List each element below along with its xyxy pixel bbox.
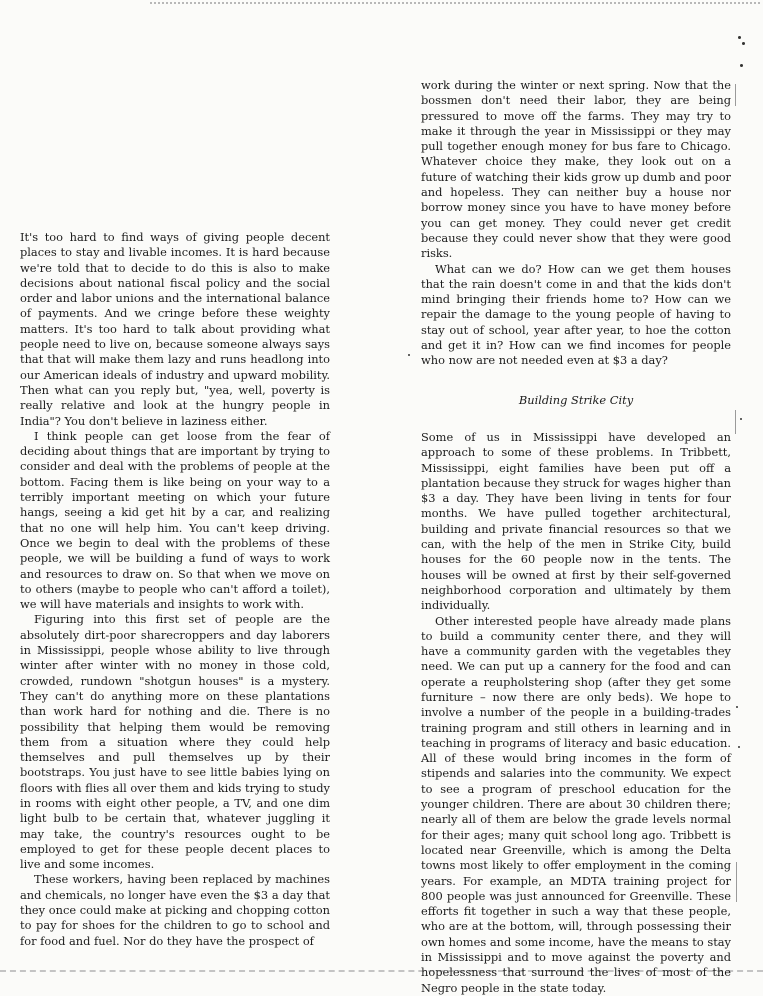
body-paragraph: work during the winter or next spring. Now that the bossmen don't need their labor, they are being pressured to move off the farms. They may try to make it through the year in Mississippi or they may pull together enough money for bus fare to Chicago. Whatever choice they make, they look out on a future of watching their kids grow up dumb and poor and hopeless. They can neither buy a house nor borrow money since you have to have money before you can get money. They could never get credit because they could never show that they were good risks. [421, 78, 731, 261]
scan-speck [738, 36, 741, 39]
scan-speck [408, 354, 410, 356]
right-column [421, 78, 731, 996]
section-heading: Building Strike City [518, 392, 634, 407]
body-paragraph: Some of us in Mississippi have developed an approach to some of these problems. In Tribbett, Mississippi, eight families have been put off a plantation because they struck for wages higher than $3 a day. They have been living in tents for four months. We have pulled together architectural, building and private financial resources so that we can, with the help of the men in Strike City, build houses for the 60 people now in the tents. The houses will be owned at first by their self-governed neighborhood corporation and ultimately by them individually. [421, 429, 731, 613]
scan-speck [742, 42, 745, 45]
body-paragraph: It's too hard to find ways of giving people decent places to stay and livable incomes. It is hard because we're told that to decide to do this is also to make decisions about national fiscal policy and the social order and labor unions and the international balance of payments. And we cringe before these weighty matters. It's too hard to talk about providing what people need to live on, because someone always says that that will make them lazy and runs headlong into our American ideals of industry and upward mobility. Then what can you reply but, "yea, well, poverty is really relative and look at the hungry people in India"? You don't believe in laziness either. [20, 230, 330, 428]
body-paragraph: What can we do? How can we get them houses that the rain doesn't come in and that the kids don't mind bringing their friends home to? How can we repair the damage to the young people of having to stay out of school, year after year, to hoe the cotton and get it in? How can we find incomes for people who now are not needed even at $3 a day? [421, 261, 731, 368]
body-paragraph: Figuring into this first set of people are the absolutely dirt-poor sharecroppers and day laborers in Mississippi, people whose ability to live through winter after winter with no money in those cold, crowded, rundown "shotgun houses" is a mystery. They can't do anything more on these plantations than work hard for nothing and die. There is no possibility that helping them would be removing them from a situation where they could help themselves and pull themselves up by their bootstraps. You just have to see little babies lying on floors with flies all over them and kids trying to study in rooms with eight other people, a TV, and one dim light bulb to be certain that, whatever juggling it may take, the country's resources ought to be employed to get for these people decent places to live and some incomes. [20, 612, 330, 872]
scan-speck [736, 706, 738, 708]
margin-mark [735, 84, 736, 106]
body-paragraph: These workers, having been replaced by machines and chemicals, no longer have even the $3 a day that they once could make at picking and chopping cotton to pay for shoes for the children to go to school and for food and fuel. Nor do they have the prospect of [20, 872, 330, 948]
scan-speck [738, 746, 740, 748]
body-paragraph: I think people can get loose from the fear of deciding about things that are important by trying to consider and deal with the problems of people at the bottom. Facing them is like being on your way to a terribly important meeting on which your future hangs, seeing a kid get hit by a car, and realizing that no one will help him. You can't keep driving. Once we begin to deal with the problems of these people, we will be building a fund of ways to work and resources to draw on. So that when we move on to others (maybe to people who can't afford a toilet), we will have materials and insights to work with. [20, 428, 330, 612]
top-scan-border [150, 2, 760, 6]
scan-speck [740, 418, 742, 420]
left-column [20, 230, 330, 949]
margin-mark [736, 862, 737, 902]
margin-mark [735, 410, 736, 434]
body-paragraph: Other interested people have already made plans to build a community center there, and they will have a community garden with the vegetables they need. We can put up a cannery for the food and can operate a reupholstering shop (after they get some furniture – now there are only beds). We hope to involve a number of the people in a building-trades training program and still others in learning and in teaching in programs of literacy and basic education. All of these would bring incomes in the form of stipends and salaries into the community. We expect to see a program of preschool education for the younger children. There are about 30 children there; nearly all of them are below the grade levels normal for their ages; many quit school long ago. Tribbett is located near Greenville, which is among the Delta towns most likely to offer employment in the coming years. For example, an MDTA training project for 800 people was just announced for Greenville. These efforts fit together in such a way that these people, who are at the bottom, will, through possessing their own homes and some income, have the means to stay in Mississippi and to move against the poverty and hopelessness that surround the lives of most of the Negro people in the state today. [421, 613, 731, 995]
scan-speck [740, 64, 743, 67]
